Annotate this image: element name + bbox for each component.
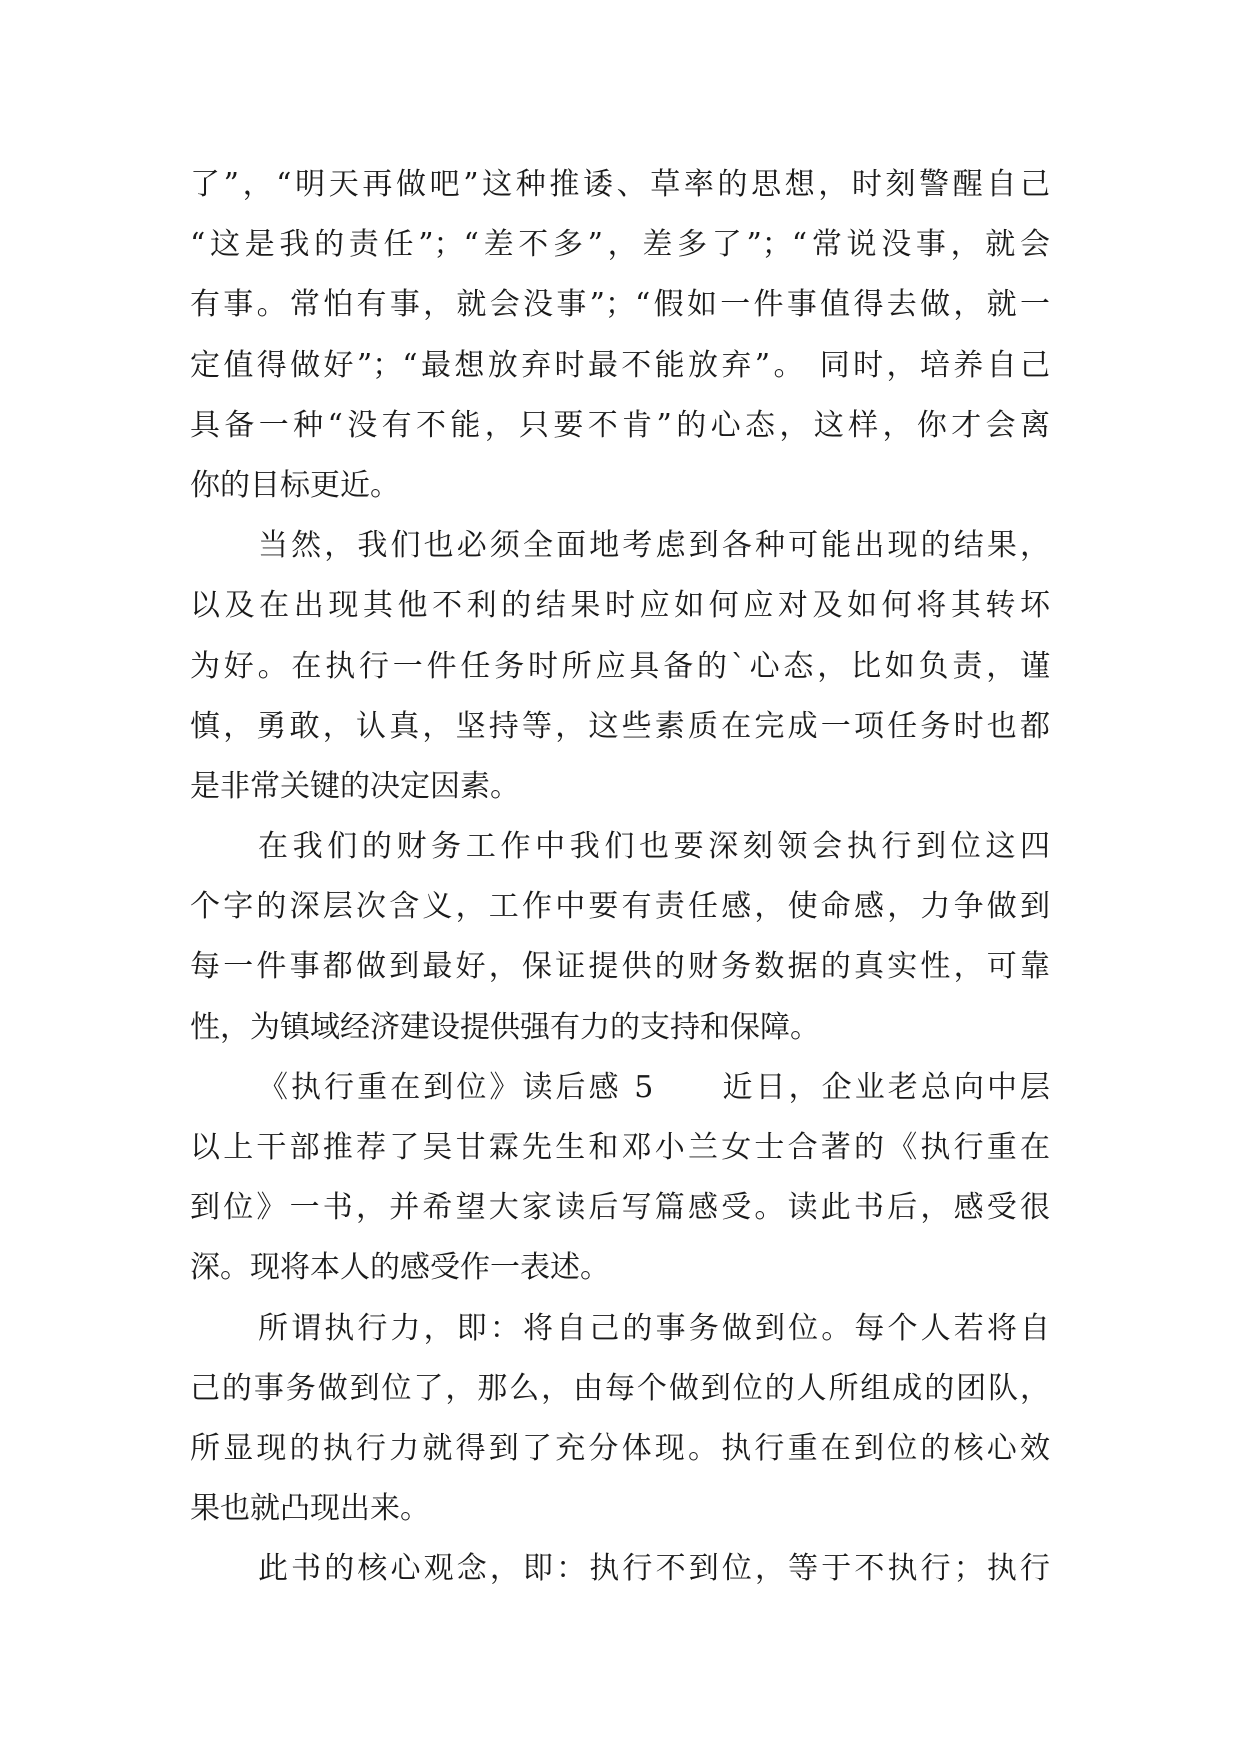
text-line: 果也就凸现出来。 (190, 1491, 430, 1527)
paragraph (190, 1539, 1050, 1599)
paragraph (190, 1299, 1050, 1540)
text-line: 《执行重在到位》读后感 5 近日，企业老总向中层 (258, 1069, 1050, 1105)
text-line: 个字的深层次含义，工作中要有责任感，使命感，力争做到 (190, 889, 1050, 925)
text-line: 以上干部推荐了吴甘霖先生和邓小兰女士合著的《执行重在 (190, 1130, 1050, 1165)
paragraph (190, 1058, 1050, 1299)
text-line: 是非常关键的决定因素。 (190, 768, 520, 804)
document-page (190, 155, 1050, 1600)
text-line: 深。现将本人的感受作一表述。 (190, 1250, 610, 1286)
text-line: 在我们的财务工作中我们也要深刻领会执行到位这四 (258, 829, 1050, 865)
text-line: 每一件事都做到最好，保证提供的财务数据的真实性，可靠 (190, 949, 1050, 985)
text-line: 当然，我们也必须全面地考虑到各种可能出现的结果， (258, 528, 1050, 564)
text-line: 你的目标更近。 (190, 467, 400, 503)
text-line: 以及在出现其他不利的结果时应如何应对及如何将其转坏 (190, 588, 1050, 624)
text-line: 定值得做好”；“最想放弃时最不能放弃”。 同时，培养自己 (190, 347, 1050, 383)
text-line: 为好。在执行一件任务时所应具备的`心态，比如负责，谨 (190, 648, 1050, 684)
text-line: 所谓执行力，即：将自己的事务做到位。每个人若将自 (258, 1310, 1050, 1346)
paragraph (190, 155, 1050, 516)
text-line: 了”，“明天再做吧”这种推诿、草率的思想，时刻警醒自己 (190, 167, 1050, 202)
text-line: 此书的核心观念，即：执行不到位，等于不执行；执行 (258, 1551, 1050, 1587)
paragraph (190, 817, 1050, 1058)
paragraph (190, 516, 1050, 817)
text-line: 慎，勇敢，认真，坚持等，这些素质在完成一项任务时也都 (190, 708, 1050, 744)
text-line: 性，为镇域经济建设提供强有力的支持和保障。 (190, 1009, 820, 1045)
text-line: 所显现的执行力就得到了充分体现。执行重在到位的核心效 (190, 1430, 1050, 1466)
text-line: 到位》一书，并希望大家读后写篇感受。读此书后，感受很 (190, 1190, 1050, 1226)
text-line: 有事。常怕有事，就会没事”；“假如一件事值得去做，就一 (190, 287, 1050, 323)
text-line: “这是我的责任”；“差不多”，差多了”；“常说没事，就会 (190, 227, 1050, 263)
text-line: 己的事务做到位了，那么，由每个做到位的人所组成的团队， (190, 1370, 1050, 1406)
text-line: 具备一种“没有不能，只要不肯”的心态，这样，你才会离 (190, 407, 1050, 443)
